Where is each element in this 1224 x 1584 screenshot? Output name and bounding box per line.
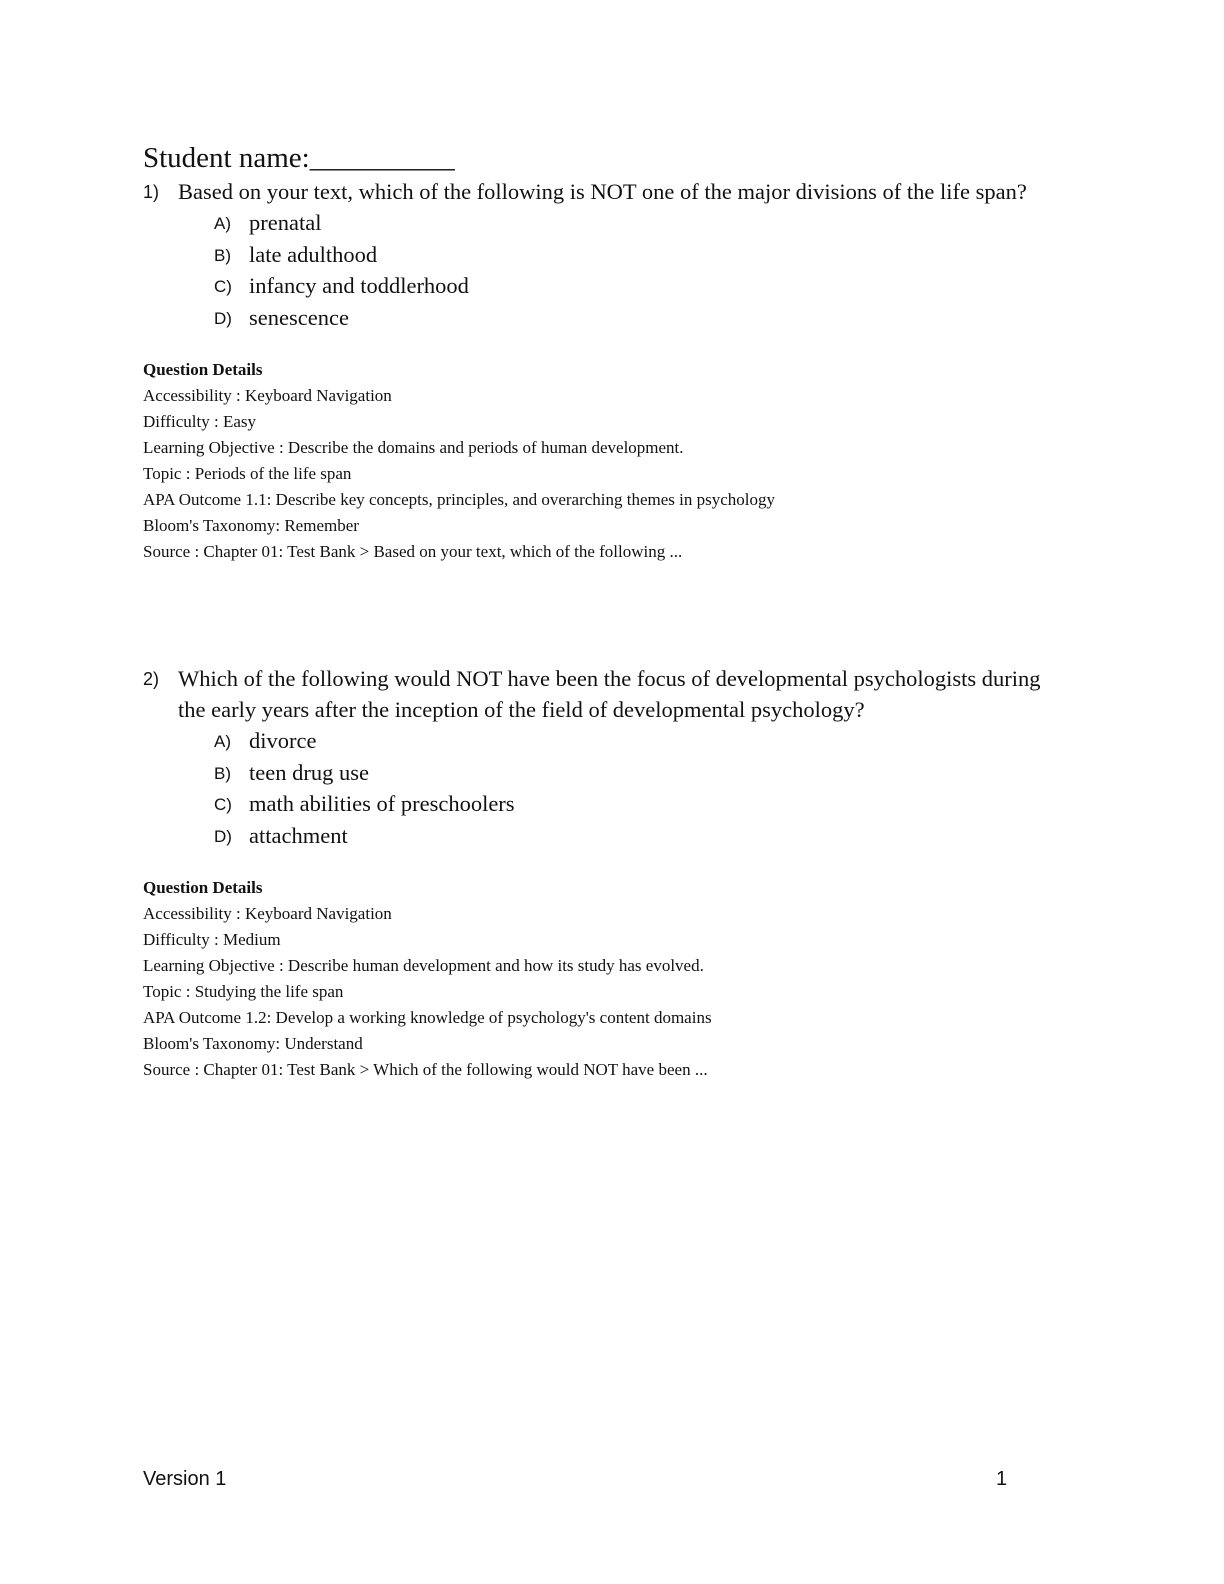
detail-difficulty: Difficulty : Medium (143, 930, 281, 949)
option-text: divorce (249, 728, 317, 753)
question-2 (143, 663, 1043, 1083)
answer-option-d (143, 302, 1043, 334)
option-letter: A) (214, 214, 231, 233)
details-title: Question Details (143, 878, 263, 897)
question-stem (143, 663, 1043, 725)
option-letter: D) (214, 826, 232, 846)
answer-option-c (143, 270, 1043, 302)
answer-option-a (143, 725, 1043, 757)
detail-topic: Topic : Studying the life span (143, 982, 344, 1001)
detail-topic: Topic : Periods of the life span (143, 464, 352, 483)
question-text: Based on your text, which of the following is NOT one of the major divisions of the life span? (178, 179, 1027, 204)
detail-apa-outcome: APA Outcome 1.1: Describe key concepts, principles, and overarching themes in psychology (143, 490, 776, 509)
detail-accessibility: Accessibility : Keyboard Navigation (143, 904, 392, 923)
answer-option-d (143, 820, 1043, 852)
student-name-field: Student name:__________ (143, 142, 455, 174)
detail-learning-objective: Learning Objective : Describe human development and how its study has evolved. (143, 956, 704, 975)
question-number: 1) (143, 182, 160, 202)
question-number: 2) (143, 669, 160, 689)
option-letter: A) (214, 732, 231, 751)
option-text: late adulthood (249, 241, 378, 267)
answer-option-b (143, 757, 1043, 789)
option-text: infancy and toddlerhood (249, 273, 469, 298)
option-letter: B) (214, 245, 231, 265)
details-title: Question Details (143, 360, 263, 379)
footer-version: Version 1 (143, 1468, 227, 1490)
answer-option-b (143, 239, 1043, 271)
question-details (143, 875, 1043, 1083)
detail-accessibility: Accessibility : Keyboard Navigation (143, 386, 392, 405)
answer-options (143, 725, 1043, 851)
option-letter: D) (214, 308, 232, 328)
option-letter: B) (214, 763, 231, 783)
question-stem (143, 176, 1043, 207)
option-letter: C) (214, 277, 232, 296)
option-text: math abilities of preschoolers (249, 791, 515, 816)
answer-option-a (143, 207, 1043, 239)
footer-page-number: 1 (996, 1468, 1008, 1490)
detail-blooms-taxonomy: Bloom's Taxonomy: Understand (143, 1034, 363, 1053)
detail-difficulty: Difficulty : Easy (143, 412, 256, 431)
option-text: attachment (249, 822, 348, 848)
detail-source: Source : Chapter 01: Test Bank > Based on your text, which of the following ... (143, 542, 683, 561)
detail-apa-outcome: APA Outcome 1.2: Develop a working knowledge of psychology's content domains (143, 1008, 712, 1027)
detail-source: Source : Chapter 01: Test Bank > Which of the following would NOT have been ... (143, 1060, 708, 1079)
option-text: teen drug use (249, 759, 369, 785)
option-letter: C) (214, 795, 232, 814)
detail-blooms-taxonomy: Bloom's Taxonomy: Remember (143, 516, 359, 535)
answer-option-c (143, 788, 1043, 820)
question-text: Which of the following would NOT have been the focus of developmental psychologists during the early years after the inception of the field of developmental psychology? (178, 666, 1041, 722)
question-details (143, 357, 1043, 565)
option-text: prenatal (249, 210, 322, 235)
answer-options (143, 207, 1043, 333)
question-1 (143, 176, 1043, 565)
option-text: senescence (249, 304, 349, 330)
detail-learning-objective: Learning Objective : Describe the domains and periods of human development. (143, 438, 684, 457)
